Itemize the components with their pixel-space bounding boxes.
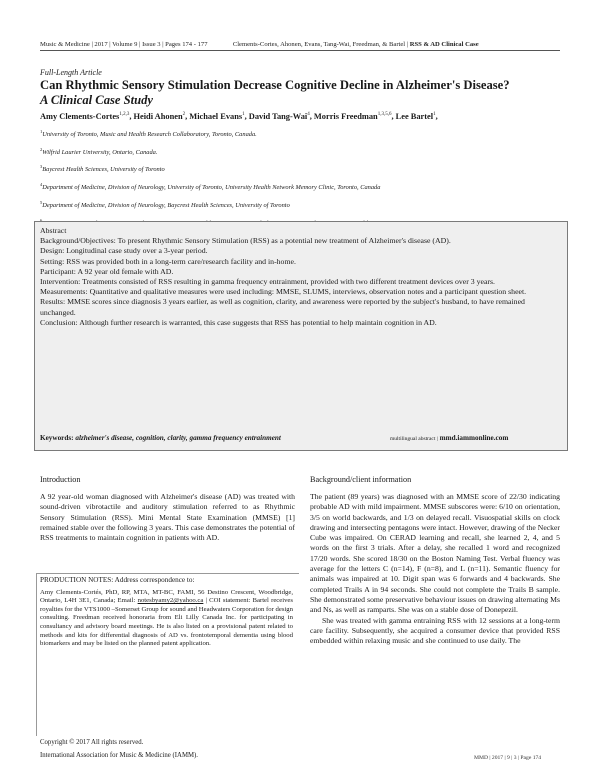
background-paragraph: She was treated with gamma entraining RSS with 12 sessions at a long-term care facility. Subsequently, she acquired a consumer device that provided RSS embedded within relaxing music and she continued to use daily. The xyxy=(310,615,560,646)
keywords-label: Keywords: xyxy=(40,434,76,442)
author-name: David Tang-Wai xyxy=(248,112,308,121)
production-notes xyxy=(40,576,293,649)
affiliation-text: University of Toronto, Music and Health Research Collaboratory, Toronto, Canada. xyxy=(42,131,257,139)
copyright xyxy=(40,736,340,762)
production-notes-text: Amy Clements-Cortés, PhD, RP, MTA, MT-BC, FAMI, 56 Destino Crescent, Woodbridge, Ontario, L4H 3E1, Canada; Email: xyxy=(40,588,293,605)
affiliation-text: Department of Medicine, Division of Neurology, University of Toronto, University Health Network Memory Clinic, Toronto, Canada xyxy=(42,184,381,192)
author-name: Lee Bartel xyxy=(395,112,434,121)
abstract-participant: Participant: A 92 year old female with AD. xyxy=(40,266,174,276)
introduction-body xyxy=(40,492,295,543)
author-affil-sup: 1,3,5,6 xyxy=(377,112,392,118)
affiliation xyxy=(40,196,570,214)
affiliation-text: Wilfrid Laurier University, Ontario, Canada. xyxy=(42,148,158,156)
header-rule xyxy=(40,50,560,51)
running-authors: Clements-Cortes, Ahonen, Evans, Tang-Wai, Freedman, & Bartel | xyxy=(232,41,409,48)
affiliation xyxy=(40,143,570,161)
article-title xyxy=(40,78,565,108)
keywords-list: alzheimer's disease, cognition, clarity, gamma frequency entrainment xyxy=(75,434,281,442)
background-paragraph: The patient (89 years) was diagnosed with an MMSE score of 22/30 indicating probable AD with mild impairment. MMSE subscores were: 6/10 on orientation, 3/5 on world backwards, and 1/3 on delayed recall. Visuospatial skills on clock drawing and intersecting pentagons were intact. However, drawing of the Necker Cube was impaired. On CERAD learning and recall, she learned 2, 4, and 5 words on the first 3 trials. After a delay, she recalled 1 word and recognized 17/20 words. She scored 18/30 on the Boston Naming Test. Verbal fluency was average for the letters C (n=14), F (n=8), and L (n=11). Semantic fluency for animals was impaired at 10. Digit span was 6 forwards and 4 backwards. She completed Trails A in 94 seconds. She could not complete the Trails B sample. She demonstrated some preservative behaviour issues on drawing alternating Ms and Ns, as well as ramparts. She was on a stable dose of Donepezil. xyxy=(310,492,560,615)
affiliation-sup: 3 xyxy=(40,164,43,170)
multilingual-badge xyxy=(390,434,508,442)
abstract-results: Results: MMSE scores since diagnosis 3 years earlier, as well as cognition, clarity, and awareness were reported by the subject's husband, to have remained unchanged. xyxy=(40,297,525,317)
abstract-measurements: Measurements: Quantitative and qualitative measures were used including: MMSE, SLUMS, interviews, observation notes and a participant question sheet. xyxy=(40,287,527,297)
production-notes-coi: | COI statement: Bartel receives royalties for the VTS1000 –Somerset Group for sound and Headwaters Corporation for design consulting. Freedman received honoraria from Eli Lilly Canada Inc. for participating in consultancy and advisory board meetings. He is also listed on a provisional patent related to methods and kits for differential diagnosis of AD vs. frontotemporal dementia using blood biomarkers and may be listed on the planned patent application. xyxy=(40,597,293,648)
affiliation-sup: 2 xyxy=(40,146,43,152)
introduction-paragraph: A 92 year-old woman diagnosed with Alzheimer's disease (AD) was treated with sound-driven vibrotactile and auditory stimulation referred to as Rhythmic Sensory Stimulation (RSS). Mini Mental State Examination (MMSE) [1] remained stable over the following 3 years. This case demonstrates the potential of RSS treatments to maintain cognition in patients with AD. xyxy=(40,492,295,543)
correspondence-email-link[interactable]: notesbyamy2@yahoo.ca xyxy=(137,597,204,605)
introduction-heading: Introduction xyxy=(40,475,81,484)
affiliation xyxy=(40,178,570,196)
affiliation-sup: 4 xyxy=(40,182,43,188)
page-footer: MMD | 2017 | 9 | 3 | Page 174 xyxy=(474,755,542,761)
abstract-setting: Setting: RSS was provided both in a long-term care/research facility and in-home. xyxy=(40,256,296,266)
affiliation-sup: 1 xyxy=(40,129,43,134)
production-notes-heading: PRODUCTION NOTES: Address correspondence to: xyxy=(40,576,195,584)
journal-info: Music & Medicine | 2017 | Volume 9 | Issue 3 | Pages 174 - 177 xyxy=(40,41,208,48)
author-name: Heidi Ahonen xyxy=(133,112,183,121)
author-affil-sup: 2 xyxy=(182,112,186,118)
abstract-design: Design: Longitudinal case study over a 3-year period. xyxy=(40,246,208,256)
author-list: Amy Clements-Cortes$^{1,2,3}$, Heidi Ahonen$^2$, Michael Evans$^1$, David Tang-Wai$^4$, Morris Freedman$^{1,3,5,6}$, Lee Bartel$^1$, xyxy=(40,112,438,121)
author-affil-sup: 4 xyxy=(307,112,310,118)
background-heading: Background/client information xyxy=(310,475,412,484)
affiliation-text: Department of Medicine, Division of Neurology, Baycrest Health Sciences, University of Toronto xyxy=(42,202,290,209)
abstract-heading: Abstract xyxy=(40,226,67,235)
affiliation xyxy=(40,160,570,178)
background-body xyxy=(310,492,560,646)
abstract-intervention: Intervention: Treatments consisted of RSS resulting in gamma frequency entrainment, provided with two different treatment devices over 3 years. xyxy=(40,277,495,287)
author-name: Amy Clements-Cortes xyxy=(40,112,120,121)
abstract-background: Background/Objectives: To present Rhythmic Sensory Stimulation (RSS) as a potential new treatment of Alzheimer's disease (AD). xyxy=(40,236,451,246)
running-title: RSS & AD Clinical Case xyxy=(408,41,479,48)
copyright-line: Copyright © 2017 All rights reserved. xyxy=(40,739,144,746)
running-header xyxy=(40,41,560,48)
affiliation-text: Baycrest Health Sciences, University of Toronto xyxy=(42,166,165,174)
multilingual-label: multilingual abstract | xyxy=(390,436,438,442)
journal-url-link[interactable]: mmd.iammonline.com xyxy=(437,434,509,442)
author-name: Morris Freedman xyxy=(313,112,378,121)
author-name: Michael Evans xyxy=(189,112,243,121)
abstract xyxy=(40,226,560,328)
affiliation-list xyxy=(40,125,570,231)
article-subtitle: A Clinical Case Study xyxy=(40,93,154,107)
affiliation-sup: 5 xyxy=(40,199,43,205)
abstract-conclusion: Conclusion: Although further research is warranted, this case suggests that RSS has potential to help maintain cognition in AD. xyxy=(40,317,437,327)
article-title-main: Can Rhythmic Sensory Stimulation Decrease Cognitive Decline in Alzheimer's Disease? xyxy=(40,78,510,92)
affiliation xyxy=(40,125,570,143)
copyright-org: International Association for Music & Medicine (IAMM). xyxy=(40,752,198,759)
author-affil-sup: 1 xyxy=(433,112,436,118)
author-affil-sup: 1 xyxy=(242,112,245,118)
article-type: Full-Length Article xyxy=(40,68,102,77)
author-affil-sup: 1,2,3 xyxy=(119,112,130,118)
